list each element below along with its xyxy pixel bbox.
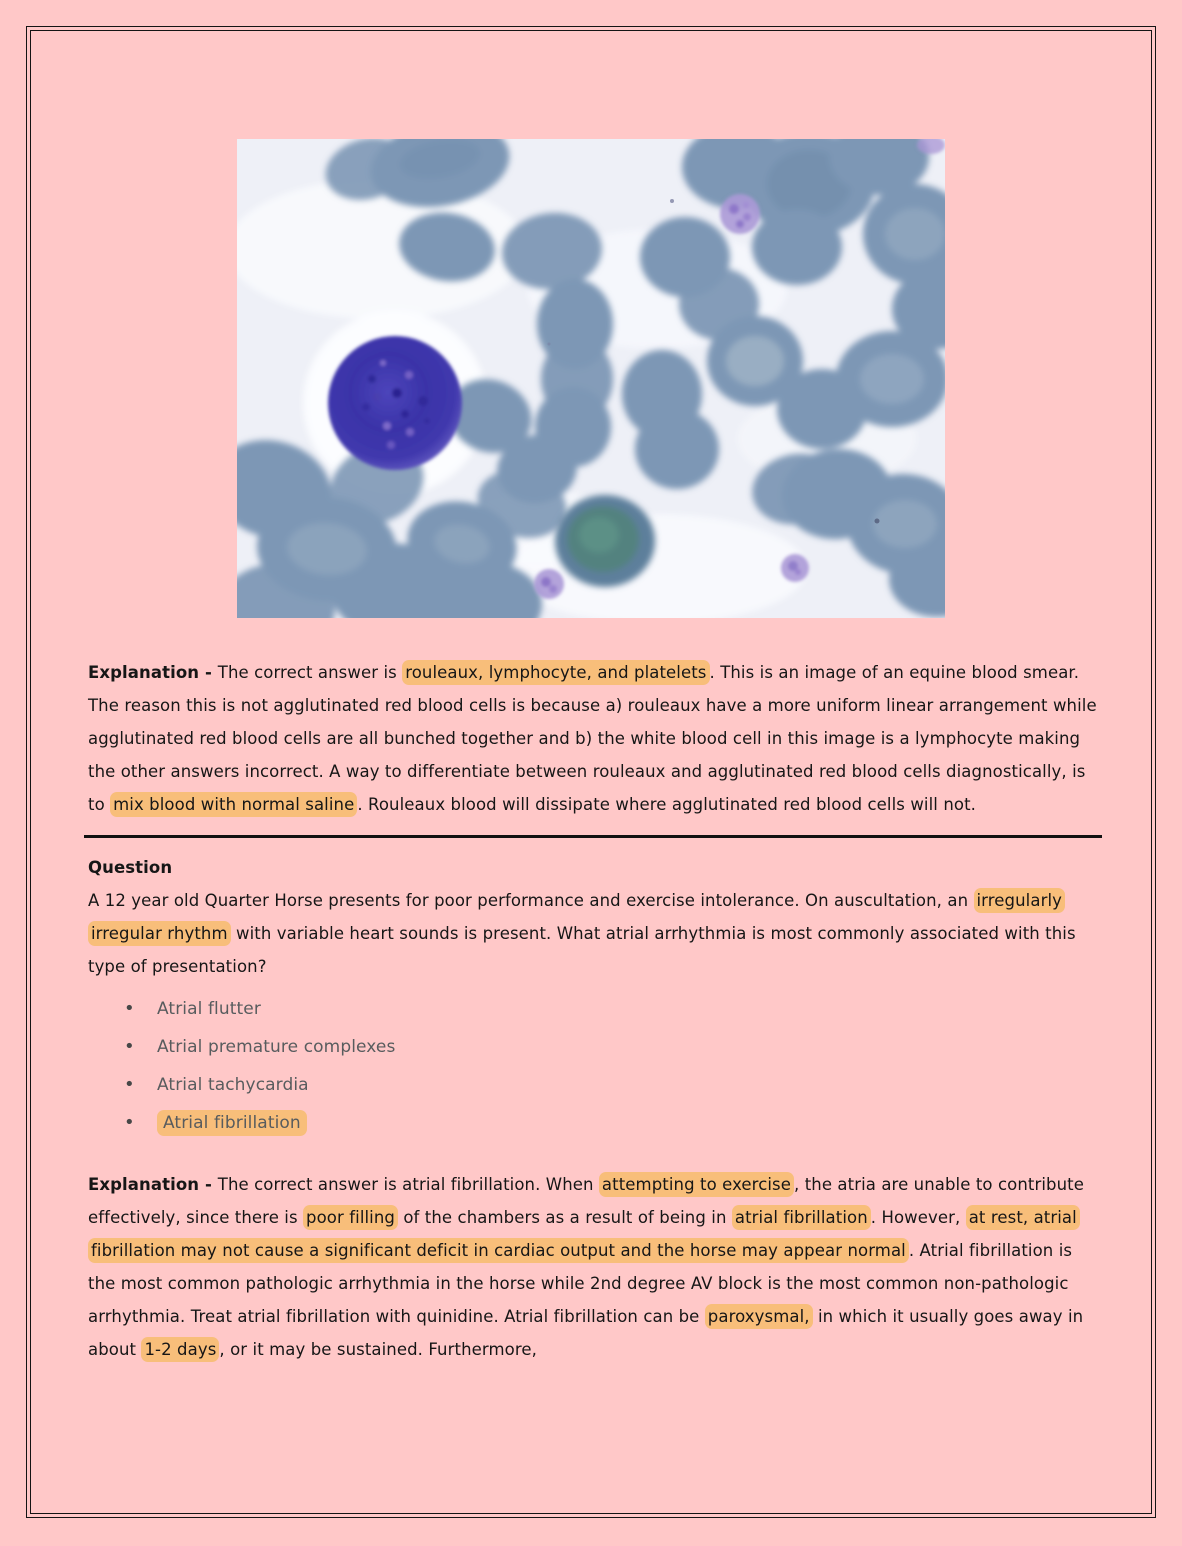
- plain-text: , the atria are unable to contribute effectively, since there is: [88, 1175, 1084, 1227]
- answer-option-label[interactable]: Atrial premature complexes: [157, 1037, 396, 1057]
- page-border-inner: [30, 30, 1152, 1514]
- answer-option-label[interactable]: Atrial flutter: [157, 999, 261, 1019]
- explanation-2-paragraph: [88, 1168, 1098, 1366]
- highlighted-text: mix blood with normal saline: [110, 792, 357, 817]
- explanation-2-label: Explanation -: [88, 1175, 218, 1194]
- plain-text: A 12 year old Quarter Horse presents for poor performance and exercise intolerance. On auscultation, an: [88, 891, 974, 910]
- plain-text: . Atrial fibrillation is the most common pathologic arrhythmia in the horse while 2nd degree AV block is the most common non-pathologic arrhythmia. Treat atrial fibrillation with quinidine. Atrial fibrillation can be: [88, 1241, 1073, 1326]
- bullet-icon: •: [124, 1074, 135, 1095]
- explanation-2-text: [88, 1172, 1084, 1362]
- plain-text: in which it usually goes away in about: [88, 1307, 1084, 1359]
- highlighted-text: irregularly irregular rhythm: [88, 888, 1065, 946]
- highlighted-text: attempting to exercise: [599, 1172, 794, 1197]
- plain-text: . However,: [870, 1208, 966, 1227]
- question-heading: Question: [88, 858, 173, 877]
- answer-options-list: [88, 990, 1098, 1142]
- document-content: [88, 656, 1098, 1366]
- blood-smear-svg: [237, 139, 945, 618]
- bullet-icon: •: [124, 1112, 135, 1133]
- answer-option-atrial-fibrillation[interactable]: [124, 1104, 1098, 1142]
- teal-cell: [555, 495, 655, 587]
- highlighted-text: at rest, atrial fibrillation may not cause a significant deficit in cardiac output and the horse may appear normal: [88, 1205, 1080, 1263]
- question-text: [88, 888, 1076, 976]
- highlighted-text: 1-2 days: [141, 1337, 219, 1362]
- plain-text: The correct answer is atrial fibrillation. When: [217, 1175, 599, 1194]
- plain-text: with variable heart sounds is present. What atrial arrhythmia is most commonly associated with this type of presentation?: [88, 924, 1076, 976]
- answer-option-atrial-flutter[interactable]: [124, 990, 1098, 1028]
- explanation-1-paragraph: [88, 656, 1098, 821]
- plain-text: . Rouleaux blood will dissipate where agglutinated red blood cells will not.: [357, 795, 976, 814]
- blood-smear-image: [237, 139, 945, 618]
- explanation-1-text: [88, 660, 1097, 817]
- answer-option-label[interactable]: Atrial fibrillation: [157, 1110, 307, 1136]
- plain-text: of the chambers as a result of being in: [398, 1208, 732, 1227]
- highlighted-text: rouleaux, lymphocyte, and platelets: [402, 660, 709, 685]
- answer-option-label[interactable]: Atrial tachycardia: [157, 1075, 309, 1095]
- highlighted-text: atrial fibrillation: [732, 1205, 871, 1230]
- section-divider: [84, 835, 1102, 838]
- plain-text: The correct answer is: [217, 663, 403, 682]
- explanation-1-label: Explanation -: [88, 663, 218, 682]
- plain-text: , or it may be sustained. Furthermore,: [219, 1340, 537, 1359]
- bullet-icon: •: [124, 1036, 135, 1057]
- answer-option-atrial-tachycardia[interactable]: [124, 1066, 1098, 1104]
- page-border-frame: [26, 26, 1156, 1518]
- highlighted-text: poor filling: [303, 1205, 398, 1230]
- answer-option-atrial-premature-complexes[interactable]: [124, 1028, 1098, 1066]
- question-paragraph: [88, 884, 1098, 983]
- highlighted-text: paroxysmal,: [705, 1304, 813, 1329]
- bullet-icon: •: [124, 998, 135, 1019]
- plain-text: . This is an image of an equine blood smear. The reason this is not agglutinated red blood cells is because a) rouleaux have a more uniform linear arrangement while agglutinated red blood cells are all bunched together and b) the white blood cell in this image is a lymphocyte making the other answers incorrect. A way to differentiate between rouleaux and agglutinated red blood cells diagnostically, is to: [88, 663, 1097, 814]
- lymphocyte: [328, 336, 462, 470]
